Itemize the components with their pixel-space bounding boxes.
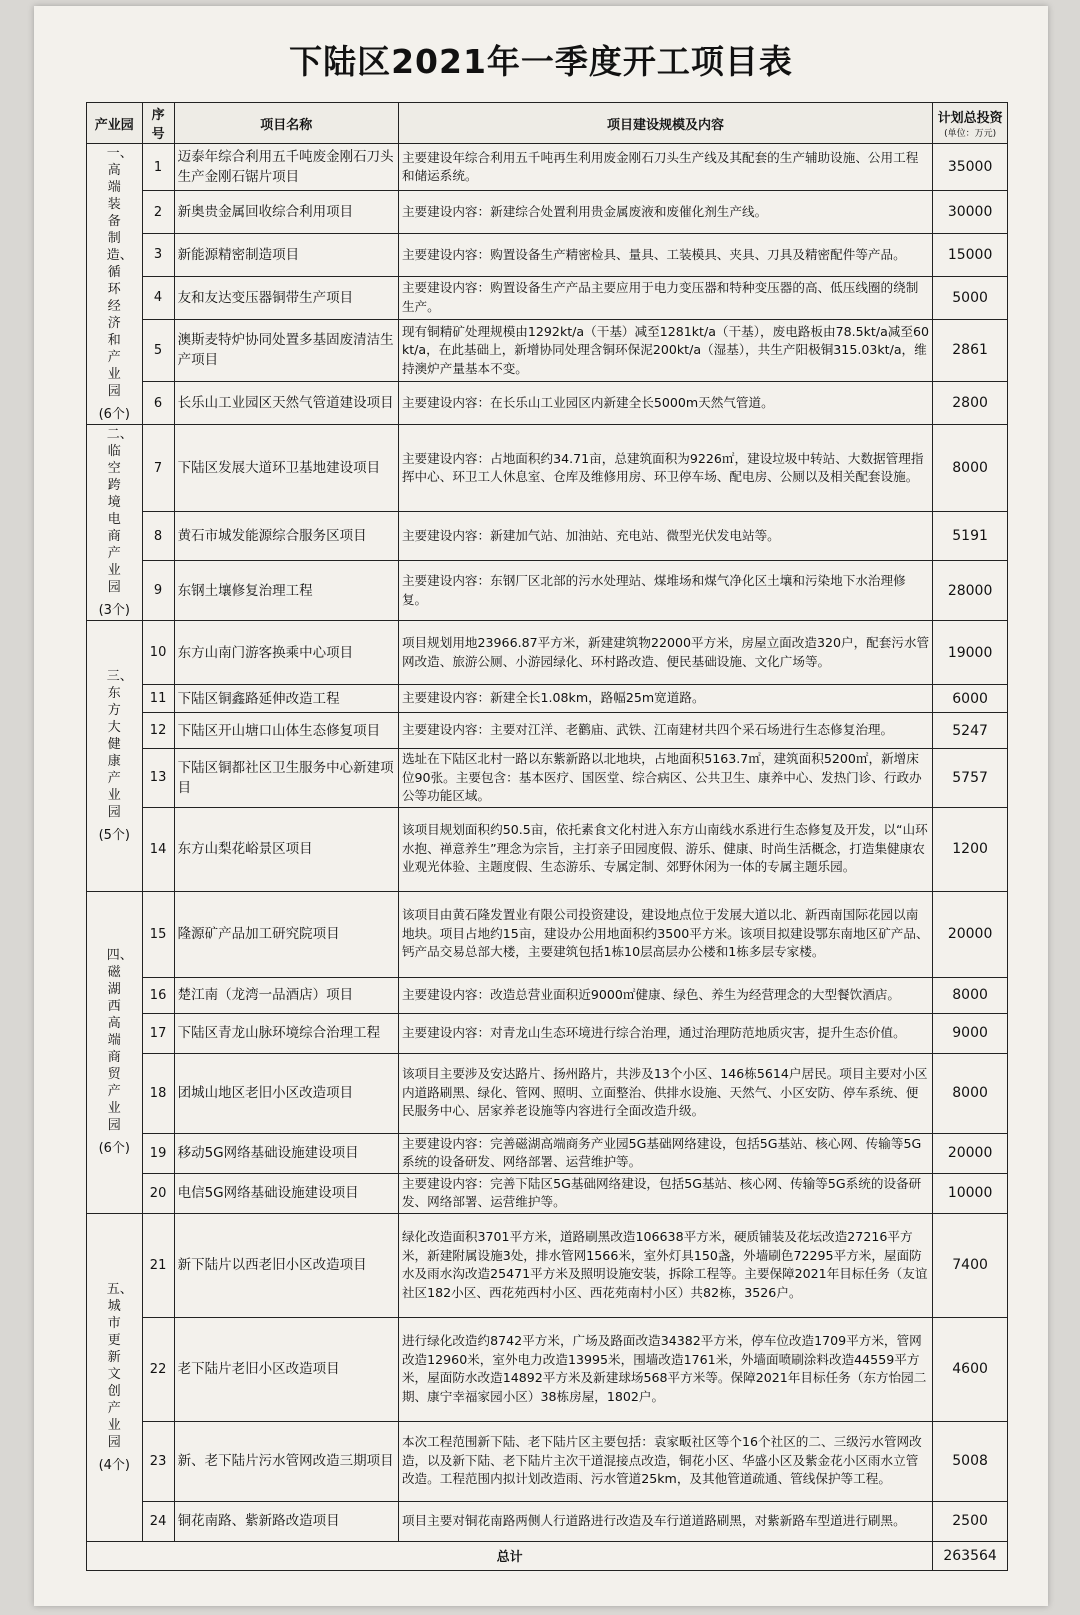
- table-row: [87, 1133, 1008, 1173]
- row-invest: 28000: [933, 561, 1008, 621]
- table-header-row: [87, 103, 1008, 144]
- total-row: [87, 1541, 1008, 1570]
- row-name: 老下陆片老旧小区改造项目: [174, 1317, 398, 1421]
- header-invest: [933, 103, 1008, 144]
- table-row: [87, 977, 1008, 1013]
- row-name: 新奥贵金属回收综合利用项目: [174, 191, 398, 234]
- total-value: 263564: [933, 1541, 1008, 1570]
- row-seq: 13: [142, 749, 174, 808]
- row-content: 主要建设内容：新建全长1.08km，路幅25m宽道路。: [398, 685, 932, 713]
- row-name: 新下陆片以西老旧小区改造项目: [174, 1213, 398, 1317]
- row-content: 主要建设内容：新建综合处置利用贵金属废液和废催化剂生产线。: [398, 191, 932, 234]
- row-invest: 5191: [933, 512, 1008, 561]
- row-invest: 2861: [933, 319, 1008, 382]
- row-invest: 10000: [933, 1173, 1008, 1213]
- row-seq: 7: [142, 425, 174, 512]
- row-content: 主要建设内容：在长乐山工业园区内新建全长5000m天然气管道。: [398, 382, 932, 425]
- row-invest: 2800: [933, 382, 1008, 425]
- row-seq: 18: [142, 1053, 174, 1133]
- row-seq: 4: [142, 276, 174, 319]
- row-seq: 9: [142, 561, 174, 621]
- table-row: [87, 276, 1008, 319]
- row-content: 主要建设内容：东钢厂区北部的污水处理站、煤堆场和煤气净化区土壤和污染地下水治理修复。: [398, 561, 932, 621]
- header-seq: 序号: [142, 103, 174, 144]
- row-name: 下陆区铜鑫路延伸改造工程: [174, 685, 398, 713]
- row-name: 长乐山工业园区天然气管道建设项目: [174, 382, 398, 425]
- table-row: [87, 1317, 1008, 1421]
- table-row: [87, 144, 1008, 191]
- table-row: [87, 713, 1008, 749]
- total-label: 总计: [87, 1541, 933, 1570]
- row-seq: 10: [142, 621, 174, 685]
- table-row: [87, 425, 1008, 512]
- table-row: [87, 233, 1008, 276]
- row-invest: 5247: [933, 713, 1008, 749]
- table-row: [87, 561, 1008, 621]
- park-label: 五、城市更新文创产业园: [106, 1281, 133, 1450]
- row-invest: 8000: [933, 425, 1008, 512]
- park-cell: [87, 144, 143, 425]
- row-name: 下陆区发展大道环卫基地建设项目: [174, 425, 398, 512]
- row-name: 友和友达变压器铜带生产项目: [174, 276, 398, 319]
- table-row: [87, 1173, 1008, 1213]
- park-count: (6个): [98, 1141, 130, 1156]
- row-seq: 2: [142, 191, 174, 234]
- row-seq: 23: [142, 1421, 174, 1501]
- row-name: 电信5G网络基础设施建设项目: [174, 1173, 398, 1213]
- row-invest: 30000: [933, 191, 1008, 234]
- table-row: [87, 1213, 1008, 1317]
- row-seq: 6: [142, 382, 174, 425]
- row-content: 主要建设内容：完善磁湖高端商务产业园5G基础网络建设，包括5G基站、核心网、传输等5G系统的设备研发、网络部署、运营维护等。: [398, 1133, 932, 1173]
- row-seq: 15: [142, 891, 174, 977]
- row-name: 新能源精密制造项目: [174, 233, 398, 276]
- row-content: 主要建设内容：改造总营业面积近9000㎡健康、绿色、养生为经营理念的大型餐饮酒店。: [398, 977, 932, 1013]
- row-seq: 17: [142, 1013, 174, 1053]
- table-row: [87, 191, 1008, 234]
- row-seq: 21: [142, 1213, 174, 1317]
- row-seq: 20: [142, 1173, 174, 1213]
- row-invest: 8000: [933, 1053, 1008, 1133]
- row-content: 主要建设年综合利用五千吨再生利用废金刚石刀头生产线及其配套的生产辅助设施、公用工程和储运系统。: [398, 144, 932, 191]
- header-content: 项目建设规模及内容: [398, 103, 932, 144]
- row-name: 澳斯麦特炉协同处置多基固废清洁生产项目: [174, 319, 398, 382]
- row-name: 下陆区铜都社区卫生服务中心新建项目: [174, 749, 398, 808]
- row-seq: 14: [142, 807, 174, 891]
- header-name: 项目名称: [174, 103, 398, 144]
- row-content: 主要建设内容：新建加气站、加油站、充电站、微型光伏发电站等。: [398, 512, 932, 561]
- row-content: 主要建设内容：主要对江洋、老鹳庙、武铁、江南建材共四个采石场进行生态修复治理。: [398, 713, 932, 749]
- row-invest: 20000: [933, 891, 1008, 977]
- row-invest: 6000: [933, 685, 1008, 713]
- row-content: 本次工程范围新下陆、老下陆片区主要包括：袁家畈社区等个16个社区的二、三级污水管网改造，以及新下陆、老下陆片主次干道混接点改造，铜花小区、华盛小区及紫金花小区雨水立管改造。工程范围内拟计划改造雨、污水管道25km，及其他管道疏通、管线保护等工程。: [398, 1421, 932, 1501]
- park-label: 三、东方大健康产业园: [106, 668, 133, 820]
- row-content: 主要建设内容：购置设备生产精密检具、量具、工装模具、夹具、刀具及精密配件等产品。: [398, 233, 932, 276]
- row-invest: 15000: [933, 233, 1008, 276]
- row-name: 黄石市城发能源综合服务区项目: [174, 512, 398, 561]
- row-content: 绿化改造面积3701平方米，道路刷黑改造106638平方米，硬质铺装及花坛改造27216平方米，新建附属设施3处，排水管网1566米，室外灯具150盏，外墙刷色72295平方米，屋面防水及雨水沟改造25471平方米及照明设施安装，拆除工程等。主要保障2021年目标任务（友谊社区182小区、西花苑西村小区、西花苑南村小区）共82栋，3526户。: [398, 1213, 932, 1317]
- table-row: [87, 685, 1008, 713]
- project-table: [86, 102, 1008, 1571]
- park-count: (5个): [98, 827, 130, 843]
- row-name: 东钢土壤修复治理工程: [174, 561, 398, 621]
- row-seq: 8: [142, 512, 174, 561]
- page-title: 下陆区2021年一季度开工项目表: [289, 42, 793, 81]
- table-row: [87, 382, 1008, 425]
- header-invest-label: 计划总投资: [937, 111, 1003, 126]
- table-row: [87, 1013, 1008, 1053]
- park-count: (3个): [98, 603, 130, 618]
- park-count: (6个): [98, 407, 130, 422]
- row-name: 团城山地区老旧小区改造项目: [174, 1053, 398, 1133]
- row-invest: 9000: [933, 1013, 1008, 1053]
- row-seq: 12: [142, 713, 174, 749]
- row-content: 选址在下陆区北村一路以东紫新路以北地块，占地面积5163.7㎡，建筑面积5200㎡，新增床位90张。主要包含：基本医疗、国医堂、综合病区、公共卫生、康养中心、发热门诊、行政办公等功能区域。: [398, 749, 932, 808]
- row-content: 主要建设内容：完善下陆区5G基础网络建设，包括5G基站、核心网、传输等5G系统的设备研发、网络部署、运营维护等。: [398, 1173, 932, 1213]
- row-content: 该项目主要涉及安达路片、扬州路片，共涉及13个小区、146栋5614户居民。项目主要对小区内道路刷黑、绿化、管网、照明、立面整治、供排水设施、天然气、小区安防、停车系统、便民服务中心、居家养老设施等内容进行全面改造升级。: [398, 1053, 932, 1133]
- row-seq: 3: [142, 233, 174, 276]
- table-row: [87, 621, 1008, 685]
- row-content: 主要建设内容：对青龙山生态环境进行综合治理，通过治理防范地质灾害，提升生态价值。: [398, 1013, 932, 1053]
- row-name: 隆源矿产品加工研究院项目: [174, 891, 398, 977]
- document-page: [34, 6, 1048, 1606]
- row-name: 新、老下陆片污水管网改造三期项目: [174, 1421, 398, 1501]
- row-seq: 16: [142, 977, 174, 1013]
- row-seq: 11: [142, 685, 174, 713]
- row-name: 楚江南（龙湾一品酒店）项目: [174, 977, 398, 1013]
- park-cell: [87, 425, 143, 621]
- row-invest: 1200: [933, 807, 1008, 891]
- row-name: 移动5G网络基础设施建设项目: [174, 1133, 398, 1173]
- row-name: 东方山南门游客换乘中心项目: [174, 621, 398, 685]
- row-invest: 20000: [933, 1133, 1008, 1173]
- table-row: [87, 807, 1008, 891]
- row-name: 下陆区开山塘口山体生态修复项目: [174, 713, 398, 749]
- row-seq: 22: [142, 1317, 174, 1421]
- row-invest: 2500: [933, 1501, 1008, 1541]
- row-seq: 1: [142, 144, 174, 191]
- row-invest: 8000: [933, 977, 1008, 1013]
- row-invest: 5008: [933, 1421, 1008, 1501]
- table-row: [87, 1421, 1008, 1501]
- table-row: [87, 1501, 1008, 1541]
- table-row: [87, 512, 1008, 561]
- row-invest: 5757: [933, 749, 1008, 808]
- table-row: [87, 1053, 1008, 1133]
- row-invest: 5000: [933, 276, 1008, 319]
- row-name: 迈泰年综合利用五千吨废金刚石刀头生产金刚石锯片项目: [174, 144, 398, 191]
- row-content: 进行绿化改造约8742平方米，广场及路面改造34382平方米，停车位改造1709平方米，管网改造12960米，室外电力改造13995米，围墙改造1761米，外墙面喷刷涂料改造44559平方米，屋面防水改造14892平方米及新建球场568平方米等。保障2021年目标任务（东方怡园二期、康宁幸福家园小区）38栋房屋，1802户。: [398, 1317, 932, 1421]
- row-content: 主要建设内容：占地面积约34.71亩，总建筑面积为9226㎡，建设垃圾中转站、大数据管理指挥中心、环卫工人休息室、仓库及维修用房、环卫停车场、配电房、公厕以及相关配套设施。: [398, 425, 932, 512]
- park-cell: [87, 1213, 143, 1541]
- row-seq: 24: [142, 1501, 174, 1541]
- row-content: 主要建设内容：购置设备生产产品主要应用于电力变压器和特种变压器的高、低压线圈的绕制生产。: [398, 276, 932, 319]
- row-invest: 4600: [933, 1317, 1008, 1421]
- header-park: 产业园: [87, 103, 143, 144]
- park-label: 四、磁湖西高端商贸产业园: [106, 948, 133, 1133]
- row-name: 东方山梨花峪景区项目: [174, 807, 398, 891]
- row-invest: 35000: [933, 144, 1008, 191]
- header-invest-unit: (单位：万元): [944, 129, 997, 139]
- park-count: (4个): [98, 1457, 130, 1473]
- park-label: 二、临空跨境电商产业园: [106, 427, 133, 595]
- park-cell: [87, 621, 143, 892]
- row-content: 该项目规划面积约50.5亩，依托素食文化村进入东方山南线水系进行生态修复及开发，以“山环水抱、禅意养生”理念为宗旨，主打亲子田园度假、游乐、健康、时尚生活概念，打造集健康农业观光体验、主题度假、生态游乐、专属定制、郊野休闲为一体的专属主题乐园。: [398, 807, 932, 891]
- row-seq: 19: [142, 1133, 174, 1173]
- park-cell: [87, 891, 143, 1213]
- table-row: [87, 891, 1008, 977]
- table-row: [87, 319, 1008, 382]
- table-row: [87, 749, 1008, 808]
- row-content: 项目主要对铜花南路两侧人行道路进行改造及车行道道路刷黑，对紫新路车型道进行刷黑。: [398, 1501, 932, 1541]
- row-content: 项目规划用地23966.87平方米，新建建筑物22000平方米，房屋立面改造320户，配套污水管网改造、旅游公厕、小游园绿化、环村路改造、便民基础设施、文化广场等。: [398, 621, 932, 685]
- row-seq: 5: [142, 319, 174, 382]
- row-content: 该项目由黄石隆发置业有限公司投资建设，建设地点位于发展大道以北、新西南国际花园以南地块。项目占地约15亩，建设办公用地面积约3500平方米。该项目拟建设鄂东南地区矿产品、钙产品交易总部大楼，主要建筑包括1栋10层高层办公楼和1栋多层专家楼。: [398, 891, 932, 977]
- row-invest: 7400: [933, 1213, 1008, 1317]
- row-name: 铜花南路、紫新路改造项目: [174, 1501, 398, 1541]
- park-label: 一、高端装备制造、循环经济和产业园: [106, 146, 133, 399]
- row-content: 现有铜精矿处理规模由1292kt/a（干基）减至1281kt/a（干基），废电路板由78.5kt/a减至60 kt/a，在此基础上，新增协同处理含铜环保泥200kt/a（湿基），共生产阳极铜315.03kt/a，维持澳炉产量基本不变。: [398, 319, 932, 382]
- row-invest: 19000: [933, 621, 1008, 685]
- row-name: 下陆区青龙山脉环境综合治理工程: [174, 1013, 398, 1053]
